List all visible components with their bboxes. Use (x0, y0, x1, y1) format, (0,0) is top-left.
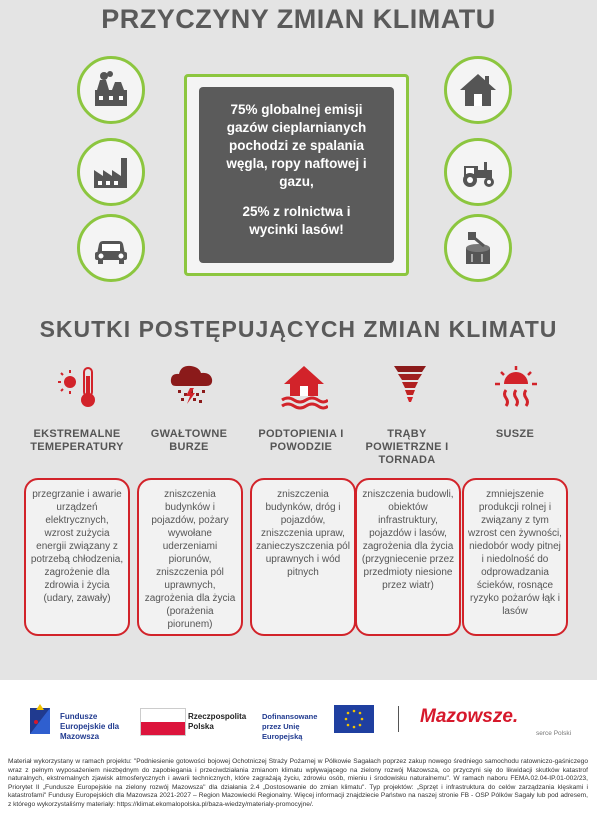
effect-label-tornadoes: TRĄBY POWIETRZNE I TORNADA (365, 428, 449, 466)
effect-box-storms: zniszczenia budynków i pojazdów, pożary wywołane uderzeniami piorunów, zniszczenia pól uprawnych, zagrożenia dla życia (porażenia piorunem) (137, 478, 243, 636)
effect-box-drought: zmniejszenie produkcji rolnej i związany z tym wzrost cen żywności, niedobór wody pitnej i niedolność do odprowadzania ścieków, rosnące ryzyko pożarów łąk i lasów (462, 478, 568, 636)
effect-box-floods: zniszczenia budynków, dróg i pojazdów, zniszczenia upraw, zanieczyszczenia pól uprawnych i wód pitnych (250, 478, 356, 636)
logo-divider (398, 706, 399, 732)
storm-cloud-icon (168, 360, 216, 408)
poland-label: Rzeczpospolita Polska (188, 712, 247, 731)
effect-box-temperatures: przegrzanie i awarie urządzeń elektrycznych, wzrost zużycia energii związany z potrzebą chłodzenia, zagrożenie dla zdrowia i życia (udary, zawały) (24, 478, 130, 636)
tractor-icon (444, 138, 512, 206)
european-funds-label: Fundusze Europejskie dla Mazowsza (60, 712, 120, 741)
eu-flag-icon (334, 705, 374, 733)
effect-box-tornadoes: zniszczenia budowli, obiektów infrastruktury, pojazdów i lasów, zagrożenia dla życia (przygniecenie przez przedmioty niesione przez wiatr) (355, 478, 461, 636)
footer-logos (0, 686, 597, 756)
drought-sun-icon (492, 362, 540, 410)
effect-label-storms: GWAŁTOWNE BURZE (150, 428, 228, 453)
mazowsze-tagline: serce Polski (536, 730, 572, 737)
eu-funding-label: Dofinansowane przez Unię Europejską (262, 712, 318, 741)
mazowsze-logo: Mazowsze. (420, 706, 519, 727)
power-plant-icon (77, 56, 145, 124)
flood-house-icon (280, 362, 328, 410)
tornado-icon (386, 360, 434, 408)
project-funding-note: Materiał wykorzystany w ramach projektu: "Podniesienie gotowości bojowej Ochotniczej Straży Pożarnej w Pólkowie Sagałach poprzez zakup nowego średniego samochodu ratowniczo-gaśniczego wraz z pełnym wyposażeniem niezbędnym do zapobiegania i przeciwdziałania zmianom klimatu wpływającego na zielony rozwój Mazowsza, co przyczyni się do likwidacji skutków katastrof naturalnych, ekstremalnych zjawisk atmosferycznych i awarii technicznych, które zagrażają życiu, zdrowiu osób, mieniu i środowisku naturalnemu". W ramach naboru FEMA.02.04-IP.01-002/23, Priorytet II „Fundusze Europejskie na zielony rozwój Mazowsza" dla działania 2.4 „Dostosowanie do zmian klimatu". Typ projektów: „Sprzęt i infrastruktura do celów zarządzania klęskami i katastrofami" Fundusy Europejskich dla Mazowsza 2021-2027 – Region Mazowiecki Regionalny. Więcej informacji znajdziecie Państwo na naszej stronie FB - OSP Pólków Sagały lub pod adresem, z którego wykorzystaliśmy materiały: https://klimat.ekomalopolska.pl/baza-wiedzy/materialy-promocyjne/. (8, 758, 588, 808)
poland-flag-icon (140, 708, 186, 736)
agriculture-share-text: 25% z rolnictwa i wycinki lasów! (242, 204, 351, 237)
effects-title: SKUTKI POSTĘPUJĄCYCH ZMIAN KLIMATU (39, 316, 558, 342)
emission-share-text: 75% globalnej emisji gazów cieplarnianych pochodzi ze spalania węgla, ropy naftowej i gazu, (226, 102, 367, 189)
tree-stump-axe-icon (444, 214, 512, 282)
car-icon (77, 214, 145, 282)
effect-label-temperatures: EKSTREMALNE TEMEPERATURY (30, 428, 124, 453)
factory-icon (77, 138, 145, 206)
causes-summary-inner (199, 87, 394, 263)
effect-label-drought: SUSZE (495, 428, 535, 440)
thermometer-sun-icon (56, 362, 104, 410)
european-funds-logo (30, 704, 56, 736)
causes-title: PRZYCZYNY ZMIAN KLIMATU (101, 4, 496, 34)
causes-summary-box (184, 74, 409, 276)
effect-label-floods: PODTOPIENIA I POWODZIE (258, 428, 344, 453)
house-icon (444, 56, 512, 124)
